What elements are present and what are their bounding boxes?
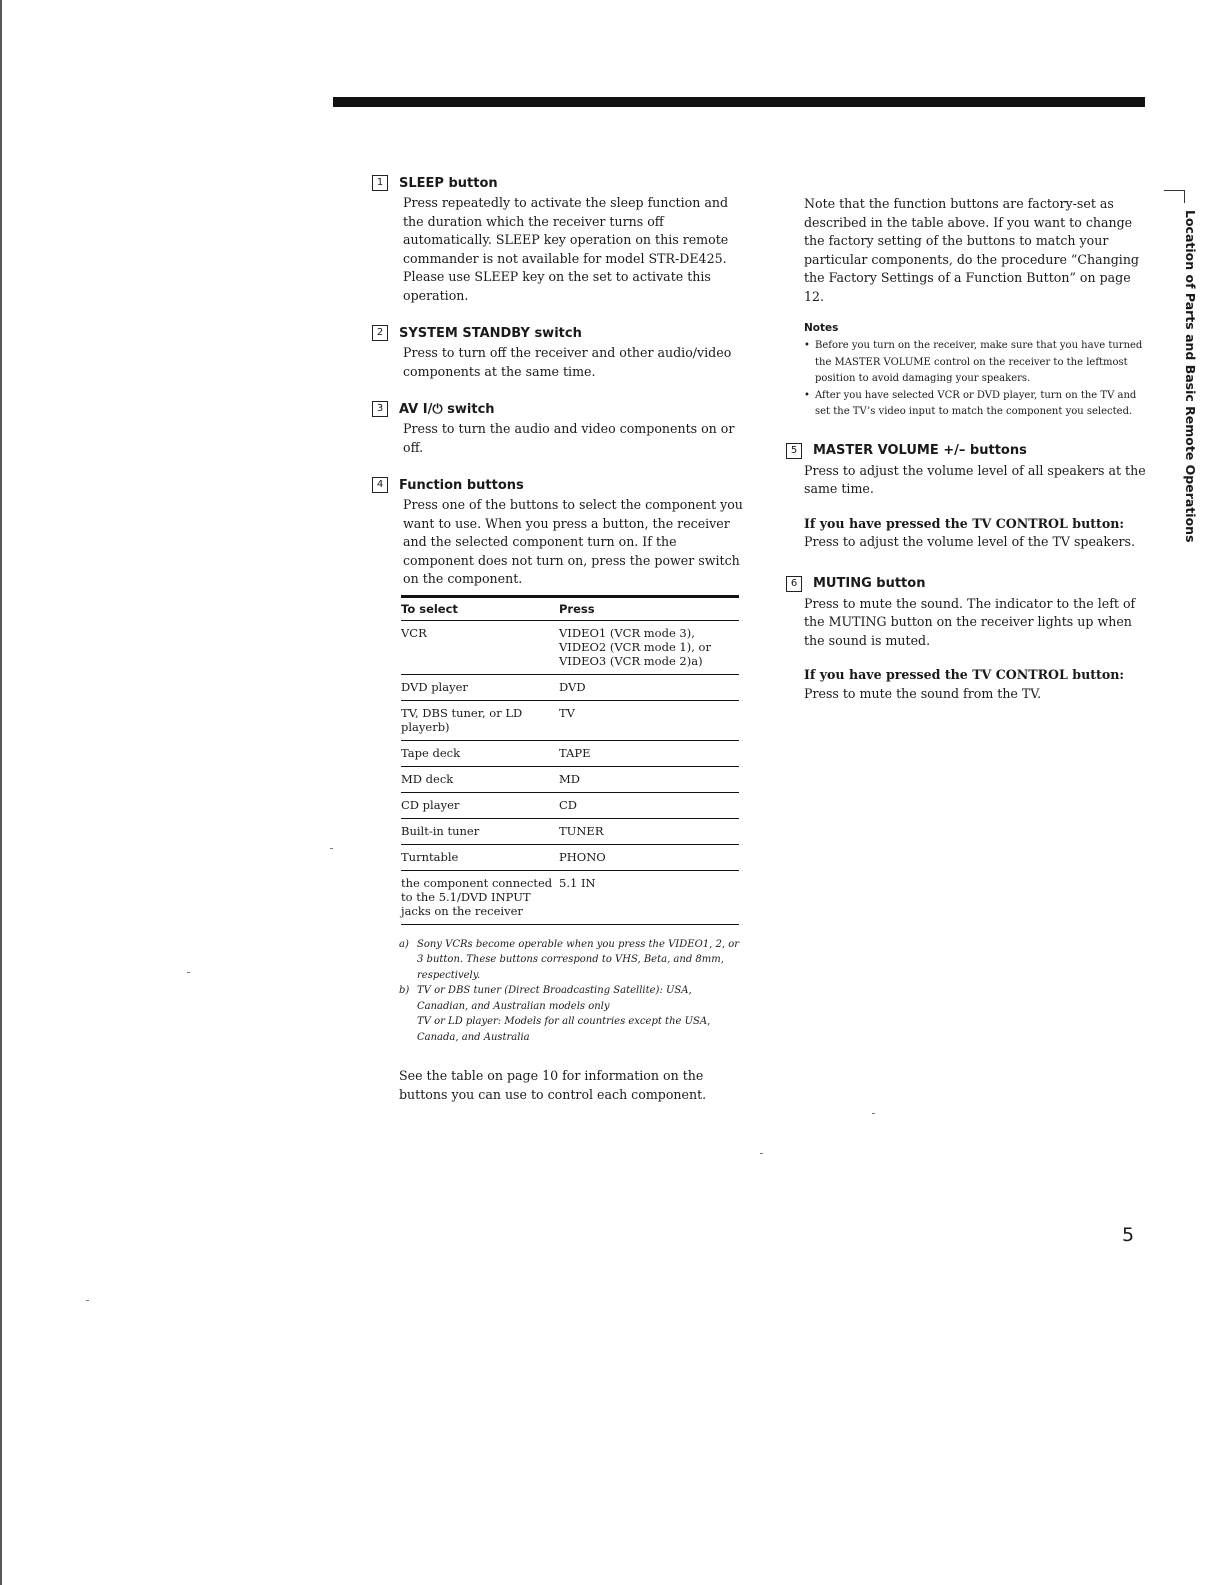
item-title: MASTER VOLUME +/– buttons (813, 443, 1027, 458)
table-cell-component: DVD player (401, 674, 559, 700)
tv-control-description: Press to adjust the volume level of the TV speakers. (804, 534, 1136, 549)
item-system-standby-switch (372, 325, 744, 381)
item-muting-button (786, 576, 1146, 704)
item-description: Press to turn the audio and video components on or off. (403, 421, 735, 455)
chapter-tab-marker (1164, 190, 1185, 203)
chapter-tab-label: Location of Parts and Basic Remote Operations (1183, 210, 1198, 543)
note-item: • Before you turn on the receiver, make sure that you have turned the MASTER VOLUME control on the receiver to the leftmost position to avoid damaging your speakers. (804, 338, 1146, 388)
table-cell-component: Turntable (401, 844, 559, 870)
footnote-label (399, 1014, 417, 1045)
item-description: Press to mute the sound. The indicator to the left of the MUTING button on the receiver lights up when the sound is muted. (804, 595, 1136, 648)
table-row (401, 844, 739, 870)
table-cell-button: MD (559, 766, 739, 792)
page-edge (0, 0, 2, 1585)
item-function-buttons (372, 477, 744, 589)
table-cell-component: Built-in tuner (401, 818, 559, 844)
tv-control-subheading: If you have pressed the TV CONTROL button: (804, 667, 1125, 682)
header-rule (333, 97, 1145, 107)
scan-speck (872, 1113, 875, 1114)
table-cell-button: PHONO (559, 844, 739, 870)
table-row (401, 740, 739, 766)
table-cell-button: 5.1 IN (559, 870, 739, 924)
factory-setting-note: Note that the function buttons are factory-set as described in the table above. If you want to change the factory setting of the buttons to match your particular components, do the procedure “Changing the Factory Settings of a Function Button” on page 12. (804, 196, 1139, 304)
item-description: Press one of the buttons to select the component you want to use. When you press a button, the receiver and the selected component turn on. If the component does not turn on, press the power switch on the component. (403, 497, 743, 586)
right-column (786, 195, 1146, 723)
table-cell-button: TV (559, 700, 739, 740)
table-cell-component: CD player (401, 792, 559, 818)
table-header-to-select: To select (401, 596, 559, 620)
item-description: Press to turn off the receiver and other audio/video components at the same time. (403, 345, 732, 379)
left-column (372, 175, 744, 1117)
table-cell-button: VIDEO1 (VCR mode 3), VIDEO2 (VCR mode 1), or VIDEO3 (VCR mode 2)a) (559, 620, 739, 674)
table-cell-button: CD (559, 792, 739, 818)
table-cell-component: Tape deck (401, 740, 559, 766)
table-cell-component: the component connected to the 5.1/DVD INPUT jacks on the receiver (401, 870, 559, 924)
table-row (401, 620, 739, 674)
scan-speck (760, 1153, 763, 1154)
note-item: • After you have selected VCR or DVD player, turn on the TV and set the TV’s video input to match the component you selected. (804, 388, 1146, 421)
item-number-box: 4 (372, 477, 388, 493)
item-title: Function buttons (399, 477, 524, 493)
table-row (401, 792, 739, 818)
item-title: AV I/⏻ switch (399, 401, 495, 417)
item-title: SYSTEM STANDBY switch (399, 325, 582, 341)
table-row (401, 766, 739, 792)
table-cell-button: DVD (559, 674, 739, 700)
item-number-box: 1 (372, 175, 388, 191)
footnote-text: TV or DBS tuner (Direct Broadcasting Satellite): USA, Canadian, and Australian models only (417, 985, 692, 1012)
table-header-press: Press (559, 596, 739, 620)
item-number-box: 5 (786, 443, 802, 459)
footnotes (399, 937, 744, 1046)
table-cell-component: VCR (401, 620, 559, 674)
scan-speck (86, 1300, 89, 1301)
footnote-label: a) (399, 938, 409, 950)
item-description: Press to adjust the volume level of all speakers at the same time. (804, 462, 1146, 496)
item-number-box: 6 (786, 576, 802, 592)
notes-list (804, 338, 1146, 421)
table-cell-button: TUNER (559, 818, 739, 844)
footnote-label: b) (399, 985, 410, 996)
item-title: MUTING button (813, 576, 926, 591)
item-number-box: 2 (372, 325, 388, 341)
footnote-text: Sony VCRs become operable when you press the VIDEO1, 2, or 3 button. These buttons correspond to VHS, Beta, and 8mm, respectively. (417, 938, 740, 981)
tv-control-description: Press to mute the sound from the TV. (804, 685, 1042, 701)
table-cell-component: TV, DBS tuner, or LD playerb) (401, 700, 559, 740)
item-av-power-switch (372, 401, 744, 457)
item-sleep-button (372, 175, 744, 305)
table-cell-component: MD deck (401, 766, 559, 792)
notes-heading: Notes (804, 322, 839, 334)
scan-speck (187, 972, 190, 973)
scan-speck (330, 848, 333, 849)
footnote (399, 983, 744, 1014)
footnote-text: TV or LD player: Models for all countries except the USA, Canada, and Australia (417, 1016, 711, 1043)
table-cell-button: TAPE (559, 740, 739, 766)
item-title: SLEEP button (399, 175, 498, 191)
item-number-box: 3 (372, 401, 388, 417)
tv-control-subheading: If you have pressed the TV CONTROL button: (804, 515, 1125, 531)
page-number: 5 (1122, 1224, 1135, 1246)
table-row (401, 674, 739, 700)
see-table-paragraph: See the table on page 10 for information on the buttons you can use to control each component. (399, 1068, 707, 1102)
function-button-table (401, 595, 739, 925)
table-row (401, 700, 739, 740)
item-description: Press repeatedly to activate the sleep function and the duration which the receiver turns off automatically. SLEEP key operation on this remote commander is not available for model STR-DE425. Please use SLEEP key on the set to activate this operation. (403, 195, 729, 303)
table-row (401, 870, 739, 924)
item-master-volume-buttons (786, 443, 1146, 552)
footnote (399, 1014, 744, 1045)
footnote (399, 937, 744, 984)
table-row (401, 818, 739, 844)
